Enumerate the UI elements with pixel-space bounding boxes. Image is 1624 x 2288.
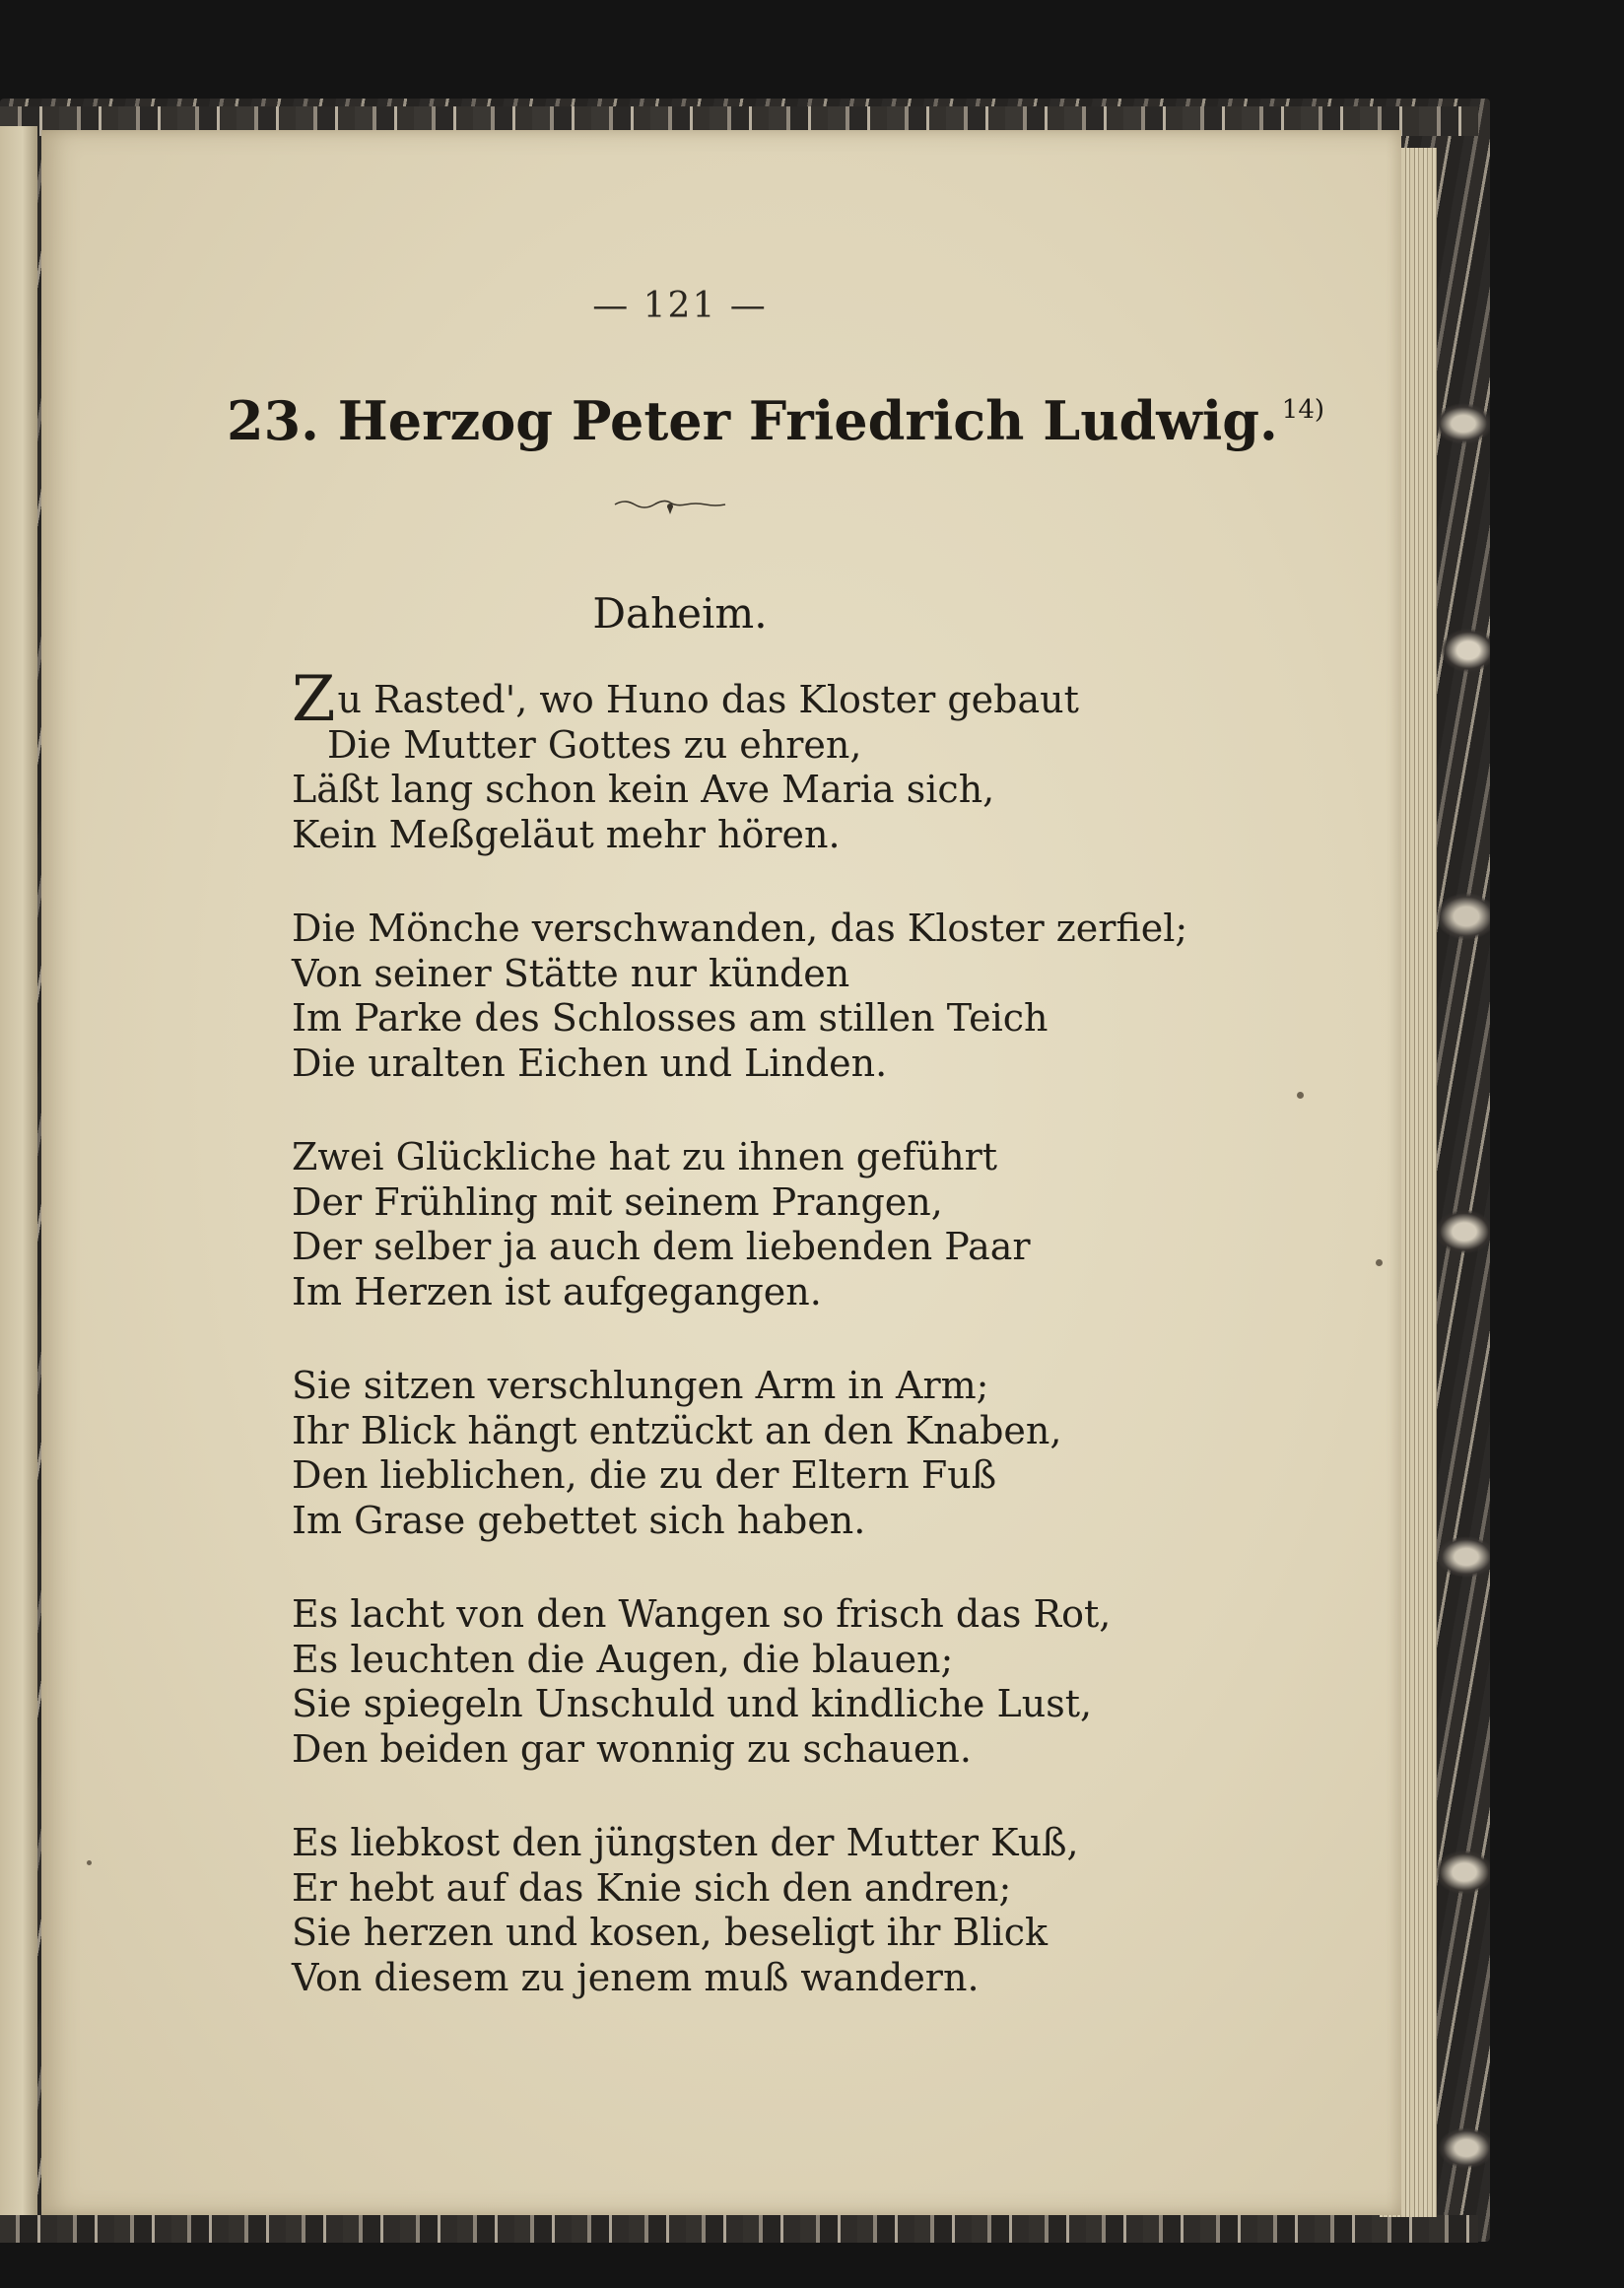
stanza [292, 1821, 1228, 2000]
poem-line-text: u Rasted', wo Huno das Kloster gebaut [337, 678, 1079, 721]
poem-line: Sie sitzen verschlungen Arm in Arm; [292, 1364, 989, 1407]
poem-line: Den lieblichen, die zu der Eltern Fuß [292, 1453, 997, 1497]
poem-line: Zwei Glückliche hat zu ihnen geführt [292, 1135, 998, 1178]
poem-body [292, 663, 1228, 2050]
paper-speck [1376, 1259, 1383, 1266]
poem-line: Im Herzen ist aufgegangen. [292, 1269, 822, 1313]
poem-line: Der selber ja auch dem liebenden Paar [292, 1225, 1031, 1268]
poem-line: Es liebkost den jüngsten der Mutter Kuß, [292, 1821, 1079, 1864]
poem-line: Der Frühling mit seinem Prangen, [292, 1179, 943, 1224]
poem-subtitle: Daheim. [592, 589, 768, 638]
poem-line: Ihr Blick hängt entzückt an den Knaben, [292, 1408, 1062, 1452]
poem-line: Die uralten Eichen und Linden. [292, 1041, 888, 1085]
poem-title-text: 23. Herzog Peter Friedrich Ludwig. [227, 389, 1278, 452]
paper-speck [87, 1860, 92, 1865]
poem-line: Im Grase gebettet sich haben. [292, 1498, 866, 1542]
poem-line: Im Parke des Schlosses am stillen Teich [292, 996, 1049, 1040]
poem-line [292, 663, 1228, 736]
stanza [292, 1592, 1228, 1772]
paper-speck [1297, 1092, 1304, 1099]
poem-line: Von diesem zu jenem muß wandern. [292, 1955, 980, 1999]
poem-line: Läßt lang schon kein Ave Maria sich, [292, 768, 995, 811]
poem-line: Von seiner Stätte nur künden [292, 951, 850, 995]
poem-line: Die Mutter Gottes zu ehren, [327, 722, 862, 767]
cover-edge-bottom [0, 2215, 1478, 2243]
poem-line: Er hebt auf das Knie sich den andren; [292, 1865, 1012, 1910]
page-number: — 121 — [592, 286, 768, 326]
poem-line: Sie herzen und kosen, beseligt ihr Blick [292, 1911, 1049, 1954]
poem-line: Kein Meßgeläut mehr hören. [292, 812, 841, 856]
poem-line: Die Mönche verschwanden, das Kloster zerfiel; [292, 907, 1188, 950]
stanza [292, 663, 1228, 857]
divider-ornament-icon [611, 493, 729, 516]
poem-line: Es lacht von den Wangen so frisch das Rot, [292, 1592, 1112, 1636]
footnote-reference: 14) [1281, 395, 1325, 425]
poem-line: Es leuchten die Augen, die blauen; [292, 1637, 954, 1681]
stanza [292, 907, 1228, 1086]
poem-title [227, 389, 1325, 452]
previous-page-edge [0, 126, 37, 2215]
poem-line: Den beiden gar wonnig zu schauen. [292, 1726, 972, 1771]
stanza [292, 1364, 1228, 1543]
poem-line: Sie spiegeln Unschuld und kindliche Lust, [292, 1682, 1093, 1725]
stanza [292, 1135, 1228, 1314]
drop-cap: Z [292, 663, 336, 736]
